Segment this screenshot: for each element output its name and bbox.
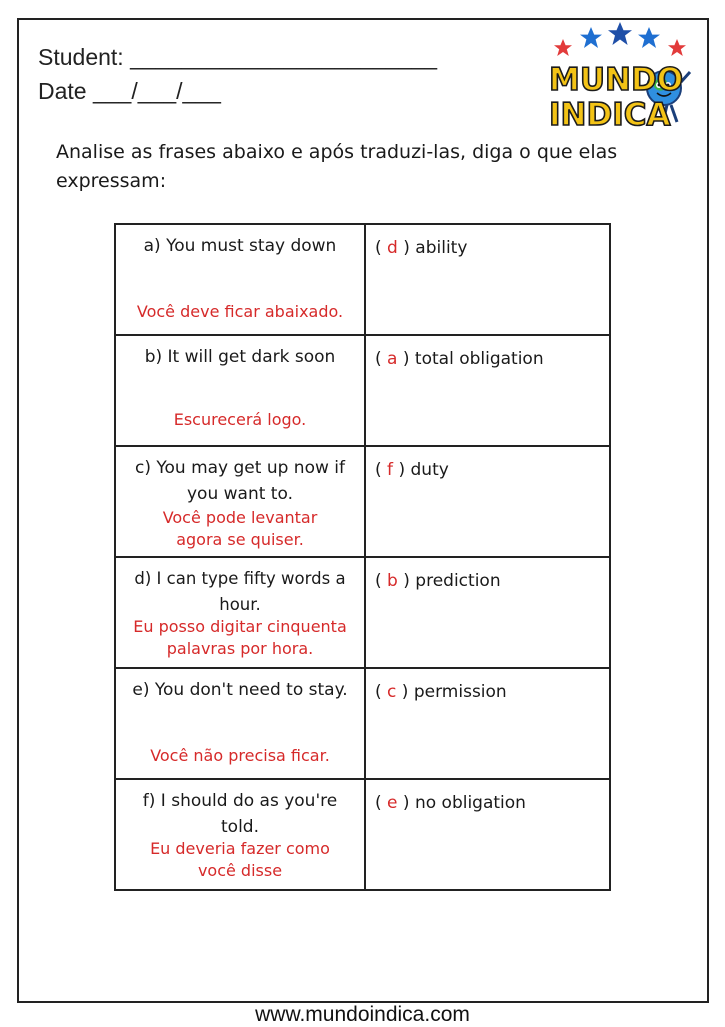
student-name-line: Student: ________________________	[38, 44, 438, 70]
portuguese-translation: Escurecerá logo.	[173, 410, 307, 429]
portuguese-translation: Eu posso digitar cinquenta palavras por hora.	[133, 617, 347, 658]
english-sentence: b) It will get dark soon	[144, 347, 336, 367]
option-item: ( b ) prediction	[375, 571, 501, 591]
table-row	[115, 335, 610, 446]
sentence-cell	[115, 557, 365, 668]
option-cell	[365, 335, 610, 446]
exercise-table	[114, 223, 611, 891]
answer-letter: b	[387, 571, 398, 591]
answer-letter: e	[387, 793, 398, 813]
option-item: ( e ) no obligation	[375, 793, 526, 813]
mundo-indica-logo	[545, 22, 695, 134]
option-label: permission	[413, 682, 507, 702]
portuguese-translation: Você deve ficar abaixado.	[136, 302, 344, 321]
logo-word-mundo: MUNDO	[549, 62, 684, 98]
footer-url: www.mundoindica.com	[255, 1003, 470, 1026]
table-row	[115, 779, 610, 890]
table-row	[115, 668, 610, 779]
option-label: prediction	[415, 571, 501, 591]
option-label: total obligation	[414, 349, 544, 369]
option-label: ability	[415, 238, 468, 258]
stars-decoration	[554, 22, 686, 56]
option-item: ( c ) permission	[375, 682, 507, 702]
answer-letter: c	[387, 682, 397, 702]
option-cell	[365, 668, 610, 779]
option-cell	[365, 224, 610, 335]
option-item: ( a ) total obligation	[375, 349, 544, 369]
option-label: no obligation	[414, 793, 526, 813]
option-item: ( f ) duty	[375, 460, 449, 480]
answer-letter: d	[387, 238, 398, 258]
portuguese-translation: Você pode levantar agora se quiser.	[162, 508, 318, 549]
answer-letter: a	[387, 349, 398, 369]
option-cell	[365, 779, 610, 890]
table-row	[115, 446, 610, 557]
logo-word-indica: INDICA	[549, 97, 671, 133]
sentence-cell	[115, 779, 365, 890]
table-row	[115, 224, 610, 335]
english-sentence: c) You may get up now if you want to.	[134, 458, 345, 504]
option-label: duty	[410, 460, 449, 480]
sentence-cell	[115, 668, 365, 779]
sentence-cell	[115, 224, 365, 335]
english-sentence: d) I can type fifty words a hour.	[134, 569, 346, 614]
english-sentence: a) You must stay down	[143, 236, 337, 256]
instructions-text: Analise as frases abaixo e após traduzi-las, diga o que elas expressam:	[56, 141, 618, 192]
sentence-cell	[115, 335, 365, 446]
option-cell	[365, 557, 610, 668]
option-cell	[365, 446, 610, 557]
table-row	[115, 557, 610, 668]
answer-letter: f	[387, 460, 394, 480]
english-sentence: e) You don't need to stay.	[132, 680, 348, 700]
portuguese-translation: Eu deveria fazer como você disse	[150, 839, 330, 880]
portuguese-translation: Você não precisa ficar.	[150, 746, 330, 765]
english-sentence: f) I should do as you're told.	[142, 791, 338, 837]
sentence-cell	[115, 446, 365, 557]
option-item: ( d ) ability	[375, 238, 468, 258]
date-line: Date ___/___/___	[38, 78, 221, 104]
